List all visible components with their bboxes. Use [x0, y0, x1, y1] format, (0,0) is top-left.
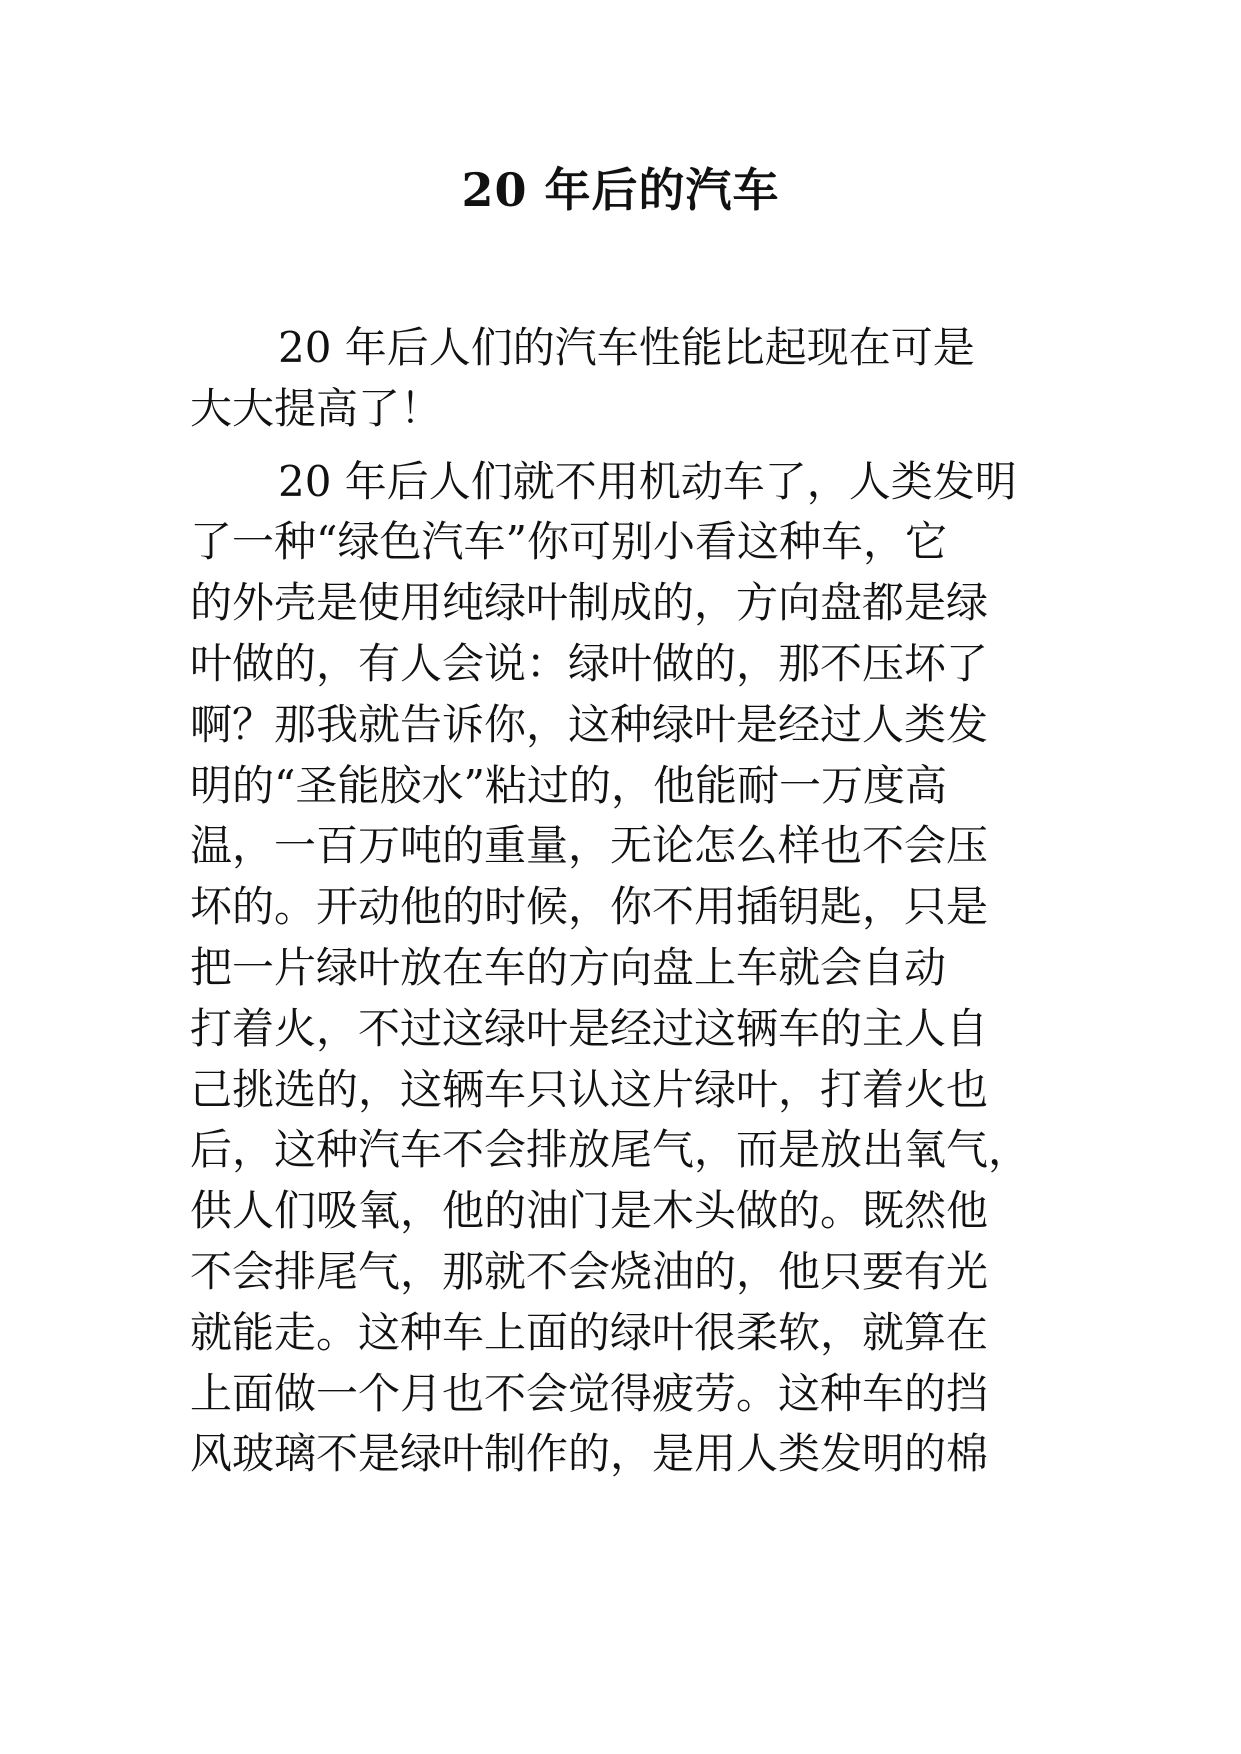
text-line: 了一种“绿色汽车”你可别小看这种车，它 [190, 517, 947, 567]
text-line: 风玻璃不是绿叶制作的，是用人类发明的棉 [190, 1429, 989, 1479]
text-line: 供人们吸氧，他的油门是木头做的。既然他 [190, 1186, 989, 1236]
text-line: 大大提高了！ [190, 383, 443, 433]
document-body [190, 318, 1052, 1485]
text-line: 20 年后人们的汽车性能比起现在可是 [278, 323, 975, 372]
text-line: 后，这种汽车不会排放尾气，而是放出氧气， [190, 1125, 1031, 1175]
text-line: 上面做一个月也不会觉得疲劳。这种车的挡 [190, 1368, 989, 1418]
document-title: 20 年后的汽车 [461, 163, 780, 217]
text-line: 20 年后人们就不用机动车了，人类发明 [278, 456, 1017, 506]
text-line: 不会排尾气，那就不会烧油的，他只要有光 [190, 1246, 989, 1296]
text-line: 明的“圣能胶水”粘过的，他能耐一万度高 [190, 760, 947, 810]
paragraph-gap [190, 440, 1052, 452]
text-line: 啊？那我就告诉你，这种绿叶是经过人类发 [190, 699, 989, 749]
text-line: 温，一百万吨的重量，无论怎么样也不会压 [190, 821, 989, 871]
text-line: 己挑选的，这辆车只认这片绿叶，打着火也 [190, 1064, 989, 1114]
paragraph-2 [190, 452, 1052, 1486]
text-line: 把一片绿叶放在车的方向盘上车就会自动 [190, 942, 947, 992]
text-line: 的外壳是使用纯绿叶制成的，方向盘都是绿 [190, 578, 989, 628]
paragraph-1 [190, 318, 1052, 440]
text-line: 打着火，不过这绿叶是经过这辆车的主人自 [190, 1003, 989, 1053]
text-line: 就能走。这种车上面的绿叶很柔软，就算在 [190, 1307, 989, 1357]
text-line: 叶做的，有人会说：绿叶做的，那不压坏了 [190, 638, 989, 688]
text-line: 坏的。开动他的时候，你不用插钥匙，只是 [190, 882, 989, 932]
